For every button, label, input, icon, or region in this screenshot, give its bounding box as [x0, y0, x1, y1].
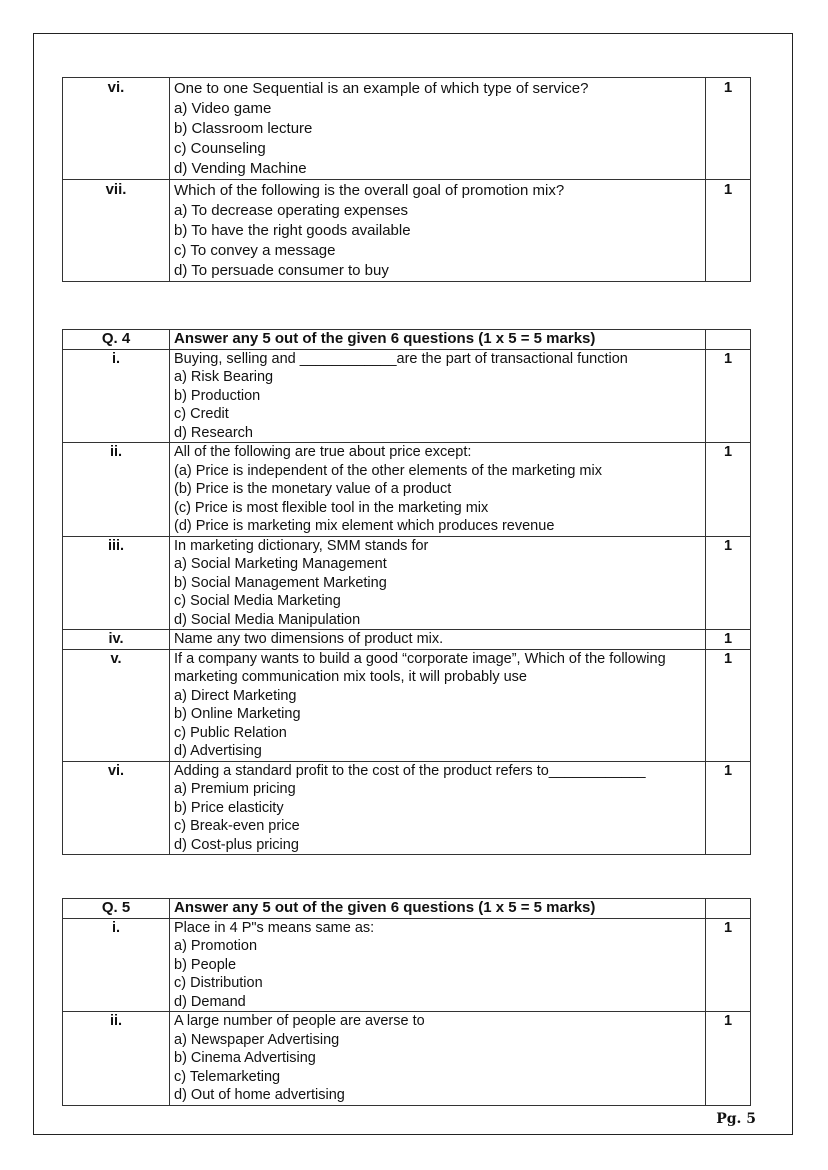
answer-option: b) Social Management Marketing: [174, 574, 387, 591]
answer-option: b) Classroom lecture: [174, 120, 313, 137]
question-body: [170, 649, 706, 761]
question-marks: 1: [706, 1012, 751, 1106]
section-label: Q. 5: [63, 899, 170, 919]
answer-option: d) Vending Machine: [174, 160, 307, 177]
question-stem: A large number of people are averse to: [174, 1013, 425, 1029]
question-row: [63, 349, 751, 443]
answer-option: a) Premium pricing: [174, 781, 296, 797]
section-label: Q. 4: [63, 330, 170, 350]
answer-option: c) Credit: [174, 406, 229, 422]
question-stem: Which of the following is the overall goal of promotion mix?: [174, 182, 565, 199]
answer-option: c) Social Media Marketing: [174, 593, 341, 609]
answer-option: a) Video game: [174, 100, 272, 117]
answer-option: d) Social Media Manipulation: [174, 611, 361, 628]
question-row: [63, 649, 751, 761]
answer-option: c) Distribution: [174, 975, 263, 991]
answer-option: a) Risk Bearing: [174, 369, 274, 385]
answer-option: d) Cost-plus pricing: [174, 836, 299, 853]
answer-option: d) Demand: [174, 993, 246, 1010]
question-stem: Name any two dimensions of product mix.: [174, 631, 444, 647]
question-body: [170, 78, 706, 180]
question-number: ii.: [63, 1012, 170, 1106]
section-marks-cell: [706, 899, 751, 919]
question-marks: 1: [706, 649, 751, 761]
question-row: [63, 180, 751, 282]
question-number: ii.: [63, 443, 170, 537]
answer-option: d) To persuade consumer to buy: [174, 262, 389, 279]
answer-option: a) To decrease operating expenses: [174, 202, 409, 219]
question-stem: Adding a standard profit to the cost of the product refers to____________: [174, 762, 646, 779]
question-marks: 1: [706, 918, 751, 1012]
answer-option: d) Research: [174, 424, 253, 441]
question-stem: One to one Sequential is an example of which type of service?: [174, 80, 589, 97]
questions-table-q4: [62, 329, 751, 855]
section-instruction: Answer any 5 out of the given 6 questions (1 x 5 = 5 marks): [170, 899, 706, 919]
question-stem: If a company wants to build a good “corporate image”, Which of the following marketing communication mix tools, it will probably use: [174, 650, 666, 685]
answer-option: b) People: [174, 956, 237, 973]
answer-option: d) Out of home advertising: [174, 1087, 345, 1103]
question-marks: 1: [706, 761, 751, 855]
question-number: vii.: [63, 180, 170, 282]
answer-option: a) Promotion: [174, 938, 258, 954]
question-body: [170, 1012, 706, 1106]
question-row: [63, 78, 751, 180]
question-number: i.: [63, 349, 170, 443]
question-row: [63, 761, 751, 855]
question-number: vi.: [63, 761, 170, 855]
answer-option: c) Break-even price: [174, 818, 300, 834]
answer-option: c) Telemarketing: [174, 1068, 281, 1085]
question-body: [170, 536, 706, 630]
section-header-row: [63, 330, 751, 350]
question-marks: 1: [706, 180, 751, 282]
question-body: [170, 918, 706, 1012]
answer-option: c) To convey a message: [174, 242, 336, 259]
question-number: iii.: [63, 536, 170, 630]
question-number: i.: [63, 918, 170, 1012]
question-marks: 1: [706, 630, 751, 650]
question-body: [170, 761, 706, 855]
questions-table-q5: [62, 898, 751, 1106]
question-number: vi.: [63, 78, 170, 180]
question-marks: 1: [706, 349, 751, 443]
section-instruction: Answer any 5 out of the given 6 questions (1 x 5 = 5 marks): [170, 330, 706, 350]
question-row: [63, 1012, 751, 1106]
section-marks-cell: [706, 330, 751, 350]
answer-option: b) Cinema Advertising: [174, 1050, 316, 1066]
answer-option: a) Social Marketing Management: [174, 556, 387, 572]
question-body: [170, 349, 706, 443]
question-body: [170, 443, 706, 537]
answer-option: (b) Price is the monetary value of a product: [174, 481, 452, 497]
answer-option: a) Direct Marketing: [174, 687, 297, 704]
question-row: [63, 536, 751, 630]
question-stem: Buying, selling and ____________are the part of transactional function: [174, 350, 628, 367]
question-marks: 1: [706, 78, 751, 180]
question-row: [63, 918, 751, 1012]
answer-option: a) Newspaper Advertising: [174, 1031, 340, 1048]
answer-option: b) Production: [174, 387, 261, 404]
answer-option: b) Online Marketing: [174, 706, 301, 722]
question-stem: Place in 4 P"s means same as:: [174, 919, 375, 936]
answer-option: c) Counseling: [174, 140, 266, 157]
answer-option: b) Price elasticity: [174, 799, 284, 816]
question-number: iv.: [63, 630, 170, 650]
answer-option: b) To have the right goods available: [174, 222, 411, 239]
question-row: [63, 443, 751, 537]
answer-option: c) Public Relation: [174, 724, 287, 741]
question-row: [63, 630, 751, 650]
question-body: [170, 180, 706, 282]
question-body: [170, 630, 706, 650]
section-header-row: [63, 899, 751, 919]
question-stem: All of the following are true about price except:: [174, 444, 472, 460]
answer-option: (d) Price is marketing mix element which produces revenue: [174, 518, 555, 534]
question-marks: 1: [706, 536, 751, 630]
question-stem: In marketing dictionary, SMM stands for: [174, 537, 429, 554]
answer-option: (a) Price is independent of the other elements of the marketing mix: [174, 462, 602, 479]
question-marks: 1: [706, 443, 751, 537]
questions-table-continued: [62, 77, 751, 282]
question-number: v.: [63, 649, 170, 761]
answer-option: (c) Price is most flexible tool in the marketing mix: [174, 499, 489, 516]
answer-option: d) Advertising: [174, 743, 262, 759]
page-number: Pg. 5: [716, 1111, 756, 1127]
